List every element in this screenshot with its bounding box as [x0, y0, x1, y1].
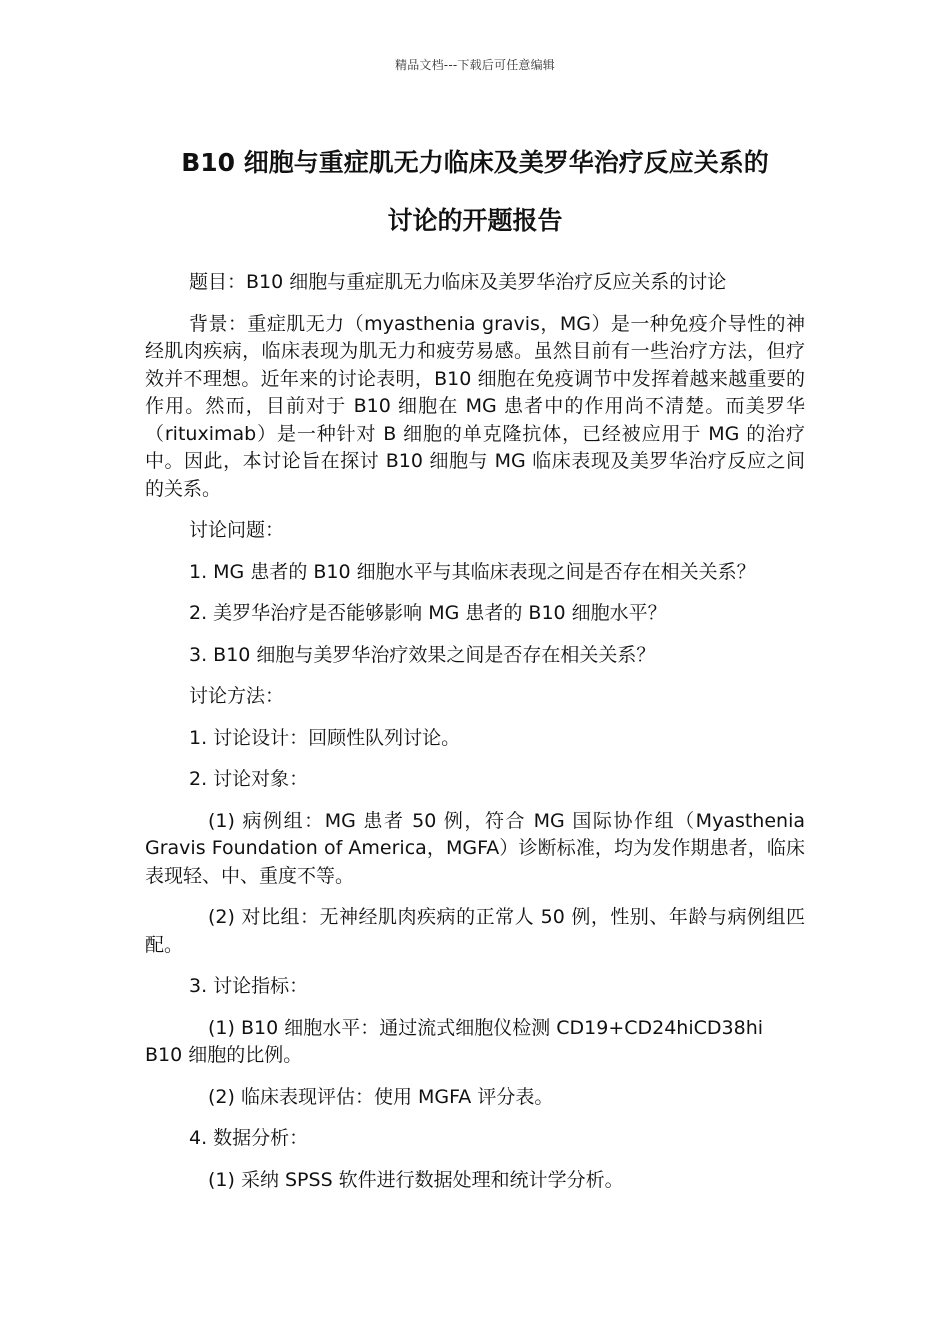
method-subjects: 2. 讨论对象：: [189, 768, 309, 790]
analysis-software: (1) 采纳 SPSS 软件进行数据处理和统计学分析。: [208, 1168, 624, 1191]
question-2: 2. 美罗华治疗是否能够影响 MG 患者的 B10 细胞水平？: [189, 602, 667, 624]
indicator-clinical-eval: (2) 临床表现评估：使用 MGFA 评分表。: [208, 1085, 554, 1108]
question-3: 3. B10 细胞与美罗华治疗效果之间是否存在相关关系？: [189, 643, 656, 666]
paragraph-topic: 题目：B10 细胞与重症肌无力临床及美罗华治疗反应关系的讨论: [189, 271, 727, 293]
subjects-case-group: (1) 病例组：MG 患者 50 例，符合 MG 国际协作组（Myasthenia Gravis Foundation of America，MGFA）诊断标准，均为发作期患者，临床表现轻、中、重度不等。: [145, 809, 805, 887]
subjects-control-group: (2) 对比组：无神经肌肉疾病的正常人 50 例，性别、年龄与病例组匹配。: [145, 906, 805, 956]
method-design: 1. 讨论设计：回顾性队列讨论。: [189, 726, 461, 749]
document-body: [145, 269, 805, 1208]
heading-questions: 讨论问题：: [189, 519, 285, 541]
method-analysis: 4. 数据分析：: [189, 1127, 309, 1149]
document-title: [145, 134, 805, 250]
heading-methods: 讨论方法：: [189, 685, 285, 707]
method-indicators: 3. 讨论指标：: [189, 975, 309, 997]
indicator-b10-level: (1) B10 细胞水平：通过流式细胞仪检测 CD19+CD24hiCD38hi B10 细胞的比例。: [145, 1016, 764, 1066]
paragraph-background: 背景：重症肌无力（myasthenia gravis，MG）是一种免疫介导性的神经肌肉疾病，临床表现为肌无力和疲劳易感。虽然目前有一些治疗方法，但疗效并不理想。近年来的讨论表明，B10 细胞在免疫调节中发挥着越来越重要的作用。然而，目前对于 B10 细胞在 MG 患者中的作用尚不清楚。而美罗华（rituximab）是一种针对 B 细胞的单克隆抗体，已经被应用于 MG 的治疗中。因此，本讨论旨在探讨 B10 细胞与 MG 临床表现及美罗华治疗反应之间的关系。: [145, 312, 805, 500]
title-line-2: 讨论的开题报告: [387, 206, 563, 235]
header-note: 精品文档---下载后可任意编辑: [395, 58, 555, 72]
title-line-1: B10 细胞与重症肌无力临床及美罗华治疗反应关系的: [181, 148, 769, 177]
question-1: 1. MG 患者的 B10 细胞水平与其临床表现之间是否存在相关关系？: [189, 560, 756, 583]
